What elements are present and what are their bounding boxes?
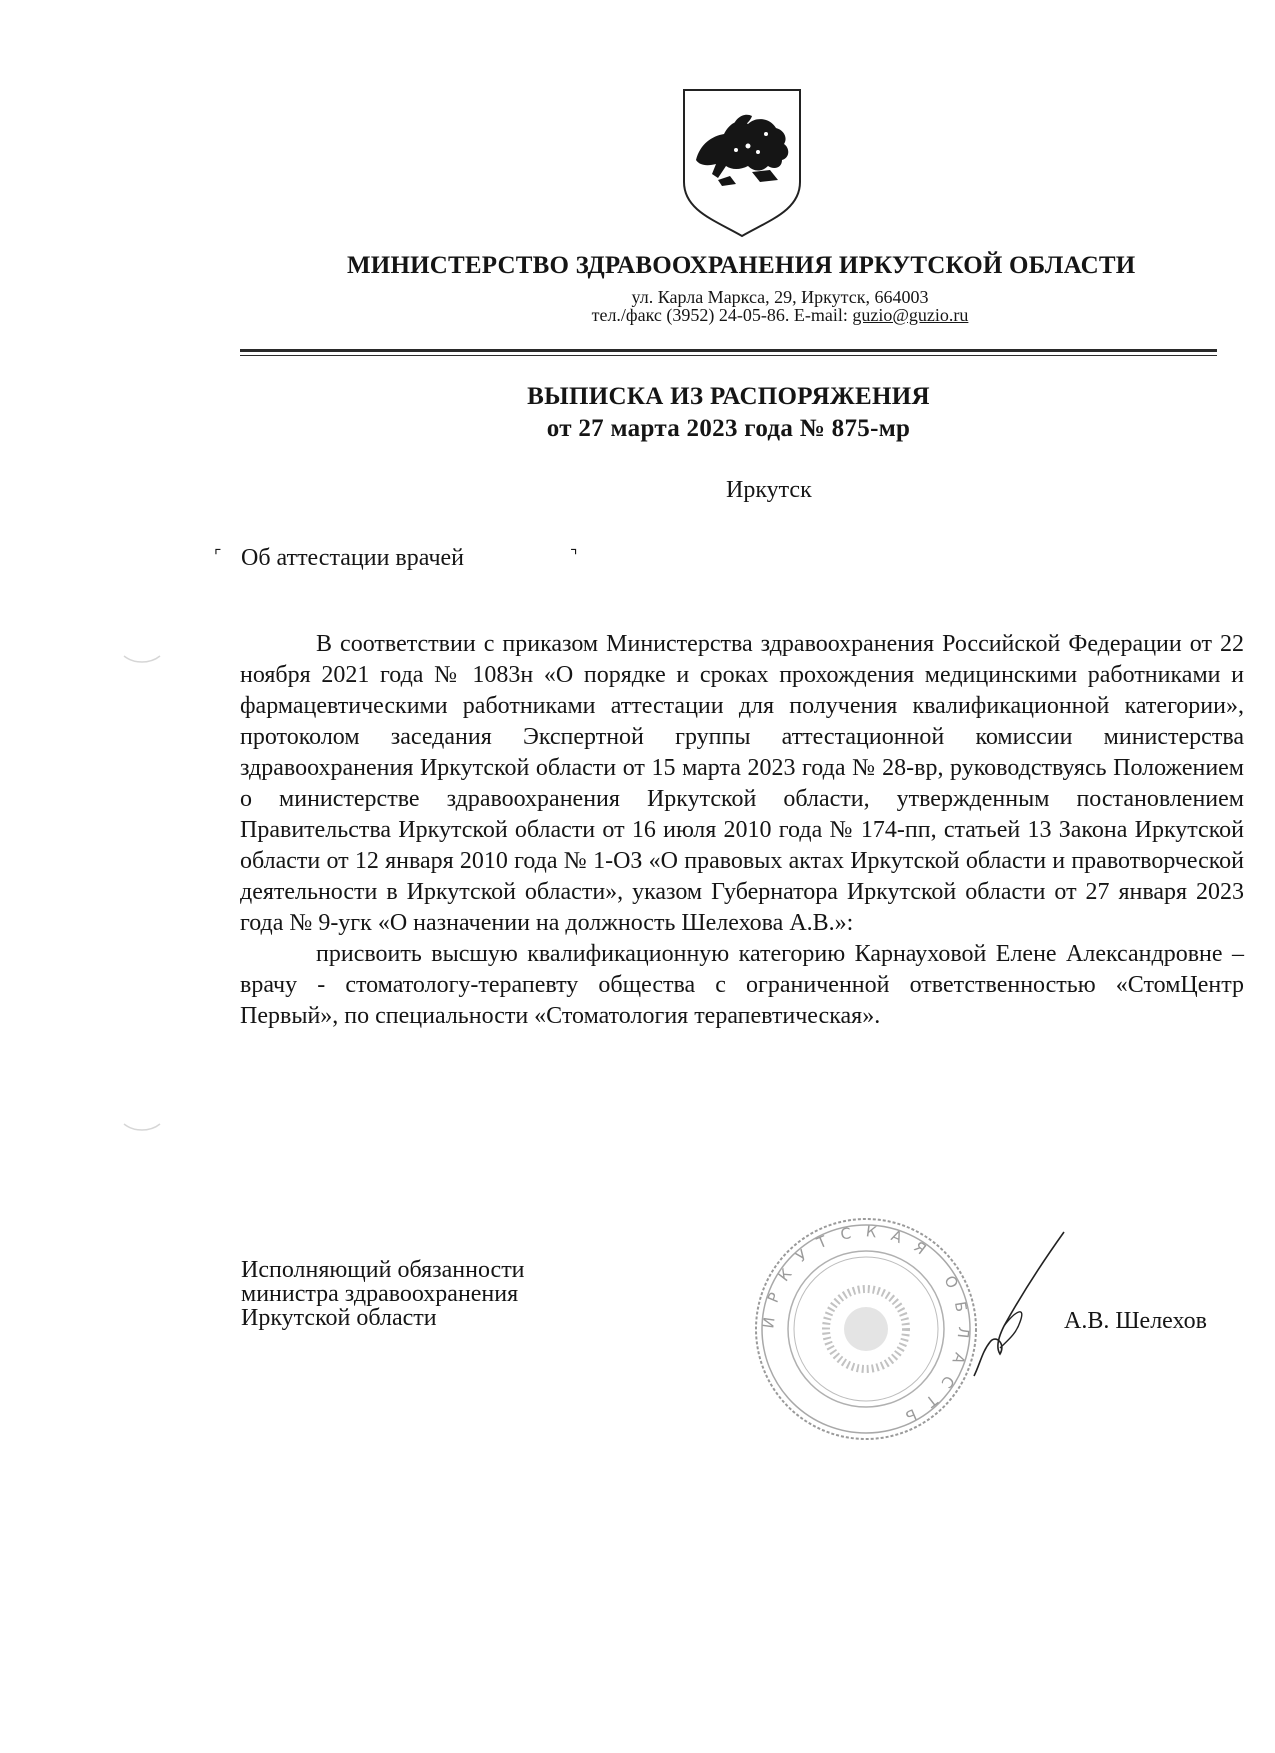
body-paragraph-2: присвоить высшую квалификационную категорию Карнауховой Елене Александровне – врачу - стоматологу-терапевту общества с ограниченной ответственностью «СтомЦентр Первый», по специальности «Стоматология терапевтическая». bbox=[240, 941, 1244, 1029]
punch-mark-icon bbox=[122, 652, 162, 666]
handwritten-signature-icon bbox=[960, 1230, 1070, 1380]
signer-name: А.В. Шелехов bbox=[1064, 1308, 1207, 1334]
document-subject: Об аттестации врачей bbox=[241, 545, 465, 571]
stamp-text: ИРКУТСКАЯ ОБЛАСТЬ bbox=[759, 1222, 973, 1432]
header-divider-thin bbox=[240, 355, 1217, 356]
organization-address bbox=[520, 288, 1040, 324]
header-divider-thick bbox=[240, 349, 1217, 352]
address-line: ул. Карла Маркса, 29, Иркутск, 664003 bbox=[631, 287, 929, 307]
document-city: Иркутск bbox=[726, 477, 812, 503]
signer-position-line-1: Исполняющий обязанности bbox=[241, 1257, 525, 1283]
document-body bbox=[240, 629, 1244, 1032]
contacts-prefix: тел./факс (3952) 24-05-86. E-mail: bbox=[591, 305, 853, 325]
body-paragraph-1: В соответствии с приказом Министерства здравоохранения Российской Федерации от 22 ноября 2021 года № 1083н «О порядке и сроках прохождения медицинскими работниками и фармацевтическими работниками аттестации для получения квалификационной категории», протоколом заседания Экспертной группы аттестационной комиссии министерства здравоохранения Иркутской области от 15 марта 2023 года № 28-вр, руководствуясь Положением о министерстве здравоохранения Иркутской области, утвержденным постановлением Правительства Иркутской области от 16 июля 2010 года № 174-пп, статьей 13 Закона Иркутской области от 12 января 2010 года № 1-ОЗ «О правовых актах Иркутской области и правотворческой деятельности в Иркутской области», указом Губернатора Иркутской области от 27 января 2023 года № 9-угк «О назначении на должность Шелехова А.В.»: bbox=[240, 631, 1244, 936]
document-title bbox=[240, 381, 1217, 445]
subject-bracket-right-icon: ⌝ bbox=[570, 548, 578, 565]
contacts-line bbox=[520, 306, 1040, 324]
title-line-2: от 27 марта 2023 года № 875-мр bbox=[546, 415, 911, 442]
signer-position-line-3: Иркутской области bbox=[241, 1305, 437, 1331]
official-seal-icon bbox=[752, 1215, 980, 1443]
signer-position-line-2: министра здравоохранения bbox=[241, 1281, 519, 1307]
coat-of-arms-icon bbox=[678, 86, 806, 238]
subject-bracket-left-icon: ⌜ bbox=[214, 548, 222, 565]
punch-mark-icon bbox=[122, 1120, 162, 1134]
organization-name: МИНИСТЕРСТВО ЗДРАВООХРАНЕНИЯ ИРКУТСКОЙ ОБЛАСТИ bbox=[347, 252, 1136, 279]
email-link[interactable]: guzio@guzio.ru bbox=[852, 305, 969, 325]
signer-position bbox=[241, 1258, 525, 1330]
title-line-1: ВЫПИСКА ИЗ РАСПОРЯЖЕНИЯ bbox=[527, 383, 930, 410]
